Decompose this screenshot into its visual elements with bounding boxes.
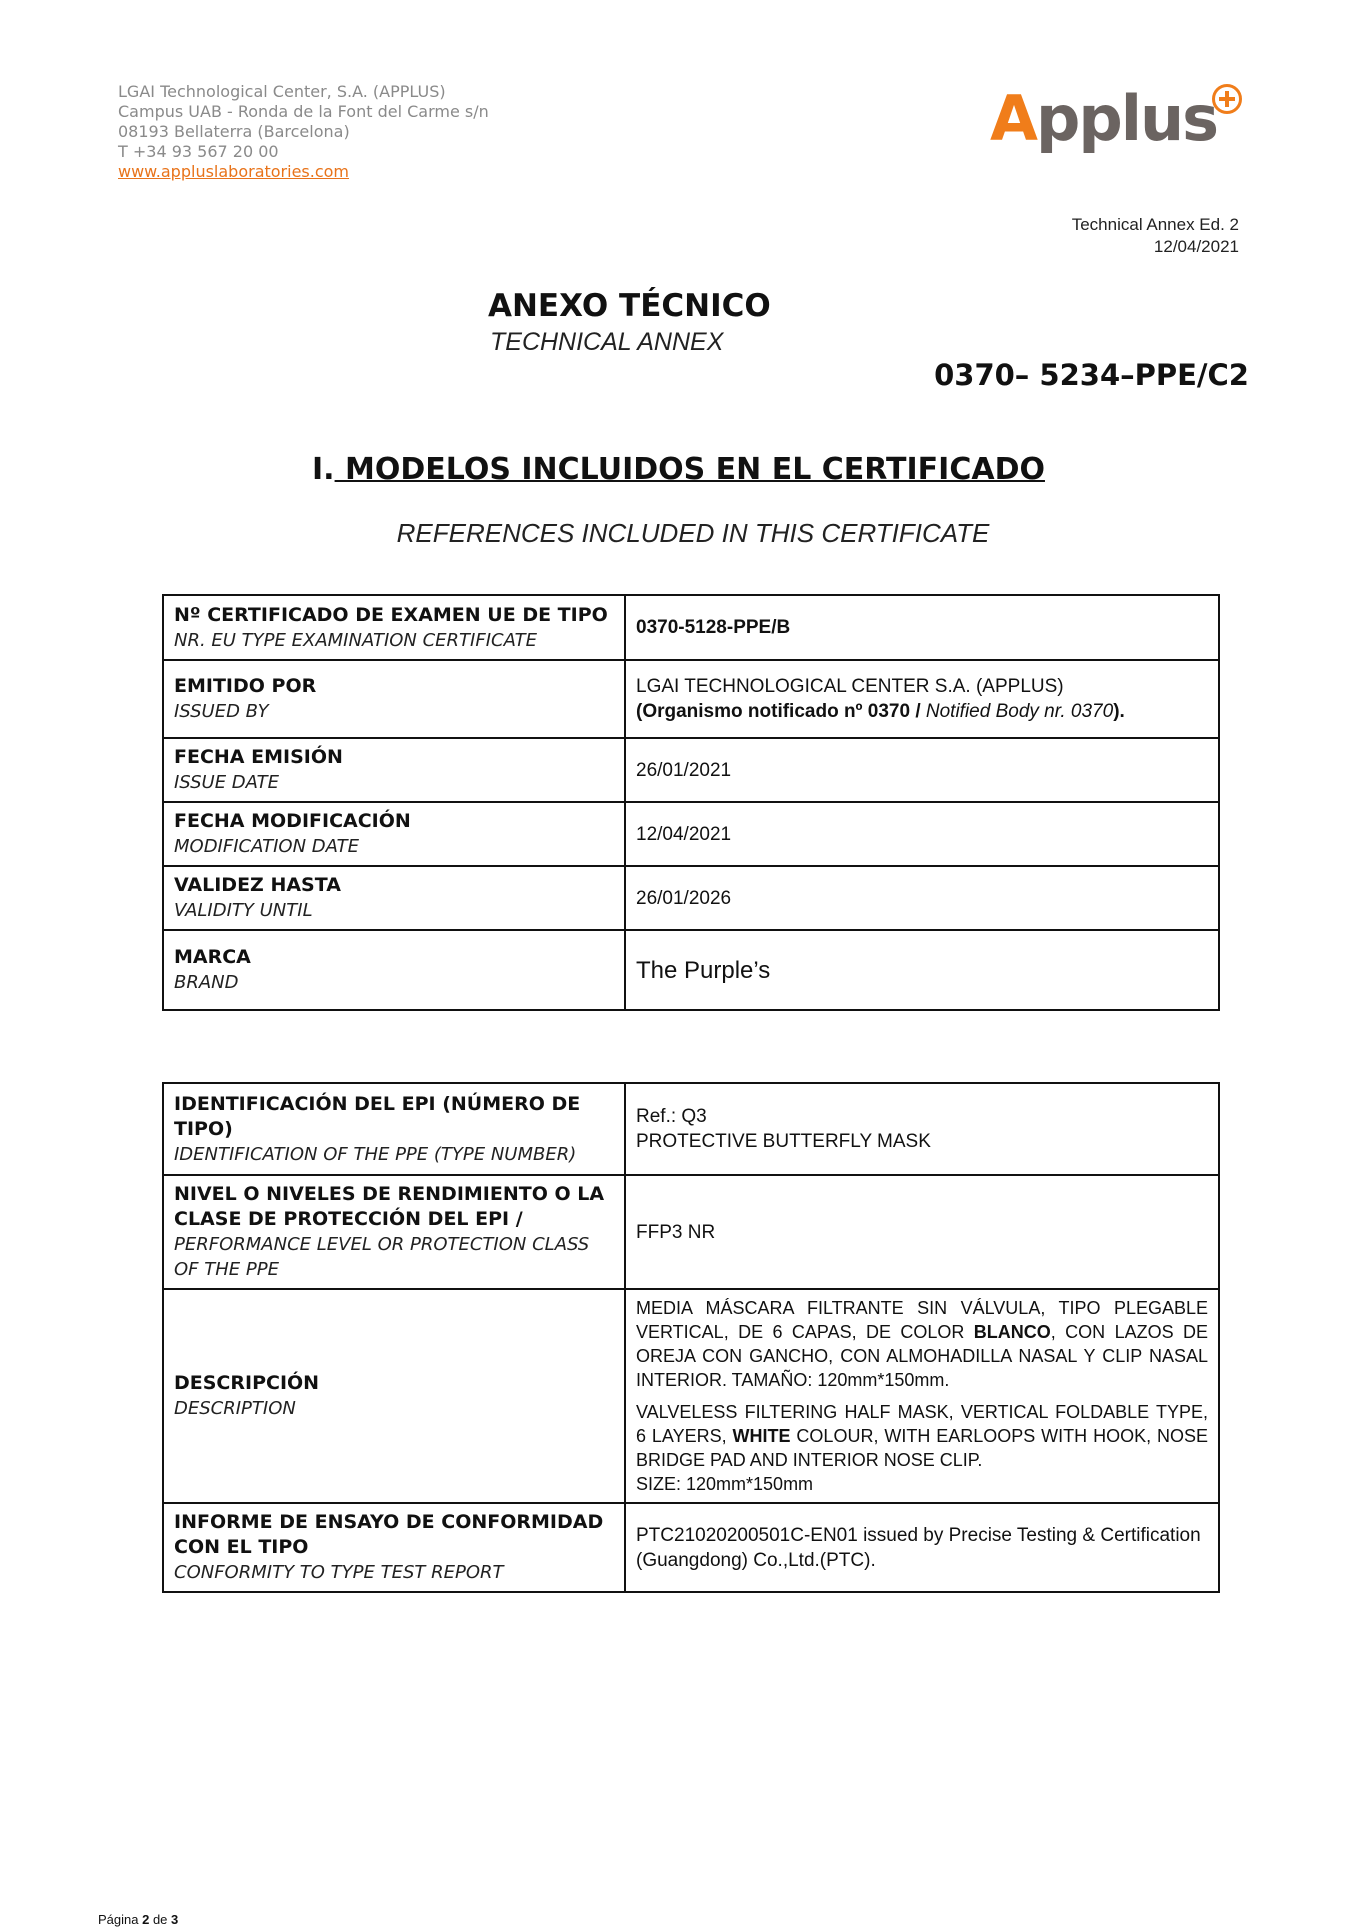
title-en: TECHNICAL ANNEX	[490, 328, 724, 356]
issued-value: LGAI TECHNOLOGICAL CENTER S.A. (APPLUS)	[636, 676, 1064, 697]
title-es: ANEXO TÉCNICO	[488, 288, 771, 324]
table-row: Nº CERTIFICADO DE EXAMEN UE DE TIPO NR. EU TYPE EXAMINATION CERTIFICATE 0370-5128-PPE/B	[163, 595, 1219, 660]
ppe-name: PROTECTIVE BUTTERFLY MASK	[636, 1131, 931, 1152]
table-row: VALIDEZ HASTA VALIDITY UNTIL 26/01/2026	[163, 866, 1219, 930]
issue-date: 26/01/2021	[625, 738, 1219, 802]
description-es: MEDIA MÁSCARA FILTRANTE SIN VÁLVULA, TIPO PLEGABLE VERTICAL, DE 6 CAPAS, DE COLOR BLANCO, CON LAZOS DE OREJA CON GANCHO, CON ALMOHADILLA NASAL Y CLIP NASAL INTERIOR. TAMAÑO: 120mm*150mm.	[636, 1298, 1208, 1390]
address-line: Campus UAB - Ronda de la Font del Carme s/n	[118, 102, 489, 121]
section-subtitle: REFERENCES INCLUDED IN THIS CERTIFICATE	[396, 518, 990, 548]
modification-date: 12/04/2021	[625, 802, 1219, 866]
table-row: MARCA BRAND The Purple’s	[163, 930, 1219, 1010]
table-row: EMITIDO POR ISSUED BY LGAI TECHNOLOGICAL CENTER S.A. (APPLUS) (Organismo notificado nº 0370 / Notified Body nr. 0370).	[163, 660, 1219, 738]
table-row: FECHA EMISIÓN ISSUE DATE 26/01/2021	[163, 738, 1219, 802]
description	[625, 1289, 1219, 1503]
ppe-info-table	[162, 1082, 1220, 1593]
table-row: INFORME DE ENSAYO DE CONFORMIDAD CON EL TIPO CONFORMITY TO TYPE TEST REPORT PTC21020200501C-EN01 issued by Precise Testing & Certification (Guangdong) Co.,Ltd.(PTC).	[163, 1503, 1219, 1592]
section-title: I. MODELOS INCLUIDOS EN EL CERTIFICADO	[312, 452, 1045, 487]
annex-edition: Technical Annex Ed. 2 12/04/2021	[1071, 215, 1239, 256]
table-row: IDENTIFICACIÓN DEL EPI (NÚMERO DE TIPO) IDENTIFICATION OF THE PPE (TYPE NUMBER) Ref.: Q3 PROTECTIVE BUTTERFLY MASK	[163, 1083, 1219, 1175]
applus-logo	[990, 84, 1250, 174]
table-row: FECHA MODIFICACIÓN MODIFICATION DATE 12/04/2021	[163, 802, 1219, 866]
address-line: LGAI Technological Center, S.A. (APPLUS)	[118, 82, 446, 101]
test-report: PTC21020200501C-EN01 issued by Precise Testing & Certification (Guangdong) Co.,Ltd.(PTC).	[625, 1503, 1219, 1592]
table-row: NIVEL O NIVELES DE RENDIMIENTO O LA CLASE DE PROTECCIÓN DEL EPI / PERFORMANCE LEVEL OR PROTECTION CLASS OF THE PPE FFP3 NR	[163, 1175, 1219, 1289]
description-en: VALVELESS FILTERING HALF MASK, VERTICAL FOLDABLE TYPE, 6 LAYERS, WHITE COLOUR, WITH EARLOOPS WITH HOOK, NOSE BRIDGE PAD AND INTERIOR NOSE CLIP. SIZE: 120mm*150mm	[636, 1402, 1208, 1494]
cert-value: 0370-5128-PPE/B	[636, 617, 791, 638]
address-line: T +34 93 567 20 00	[118, 142, 279, 161]
page-number: Página 2 de 3	[98, 1912, 179, 1927]
certificate-info-table	[162, 594, 1220, 1011]
logo-plus-icon	[1212, 84, 1242, 114]
brand-value: The Purple’s	[625, 930, 1219, 1010]
certificate-number: 0370– 5234–PPE/C2	[934, 358, 1249, 392]
performance-level: FFP3 NR	[625, 1175, 1219, 1289]
validity-date: 26/01/2026	[625, 866, 1219, 930]
table-row: DESCRIPCIÓN DESCRIPTION MEDIA MÁSCARA FILTRANTE SIN VÁLVULA, TIPO PLEGABLE VERTICAL, DE 6 CAPAS, DE COLOR BLANCO, CON LAZOS DE OREJA CON GANCHO, CON ALMOHADILLA NASAL Y CLIP NASAL INTERIOR. TAMAÑO: 120mm*150mm. VALVELESS FILTERING HALF MASK, VERTICAL FOLDABLE TYPE, 6 LAYERS, WHITE COLOUR, WITH EARLOOPS WITH HOOK, NOSE BRIDGE PAD AND INTERIOR NOSE CLIP. SIZE: 120mm*150mm	[163, 1289, 1219, 1503]
company-address	[118, 82, 489, 182]
website-link[interactable]: www.appluslaboratories.com	[118, 162, 350, 181]
notified-body: (Organismo notificado nº 0370 / Notified Body nr. 0370).	[636, 701, 1125, 722]
ppe-ref: Ref.: Q3	[636, 1106, 707, 1127]
logo-wordmark: Applus	[990, 82, 1218, 155]
address-line: 08193 Bellaterra (Barcelona)	[118, 122, 350, 141]
